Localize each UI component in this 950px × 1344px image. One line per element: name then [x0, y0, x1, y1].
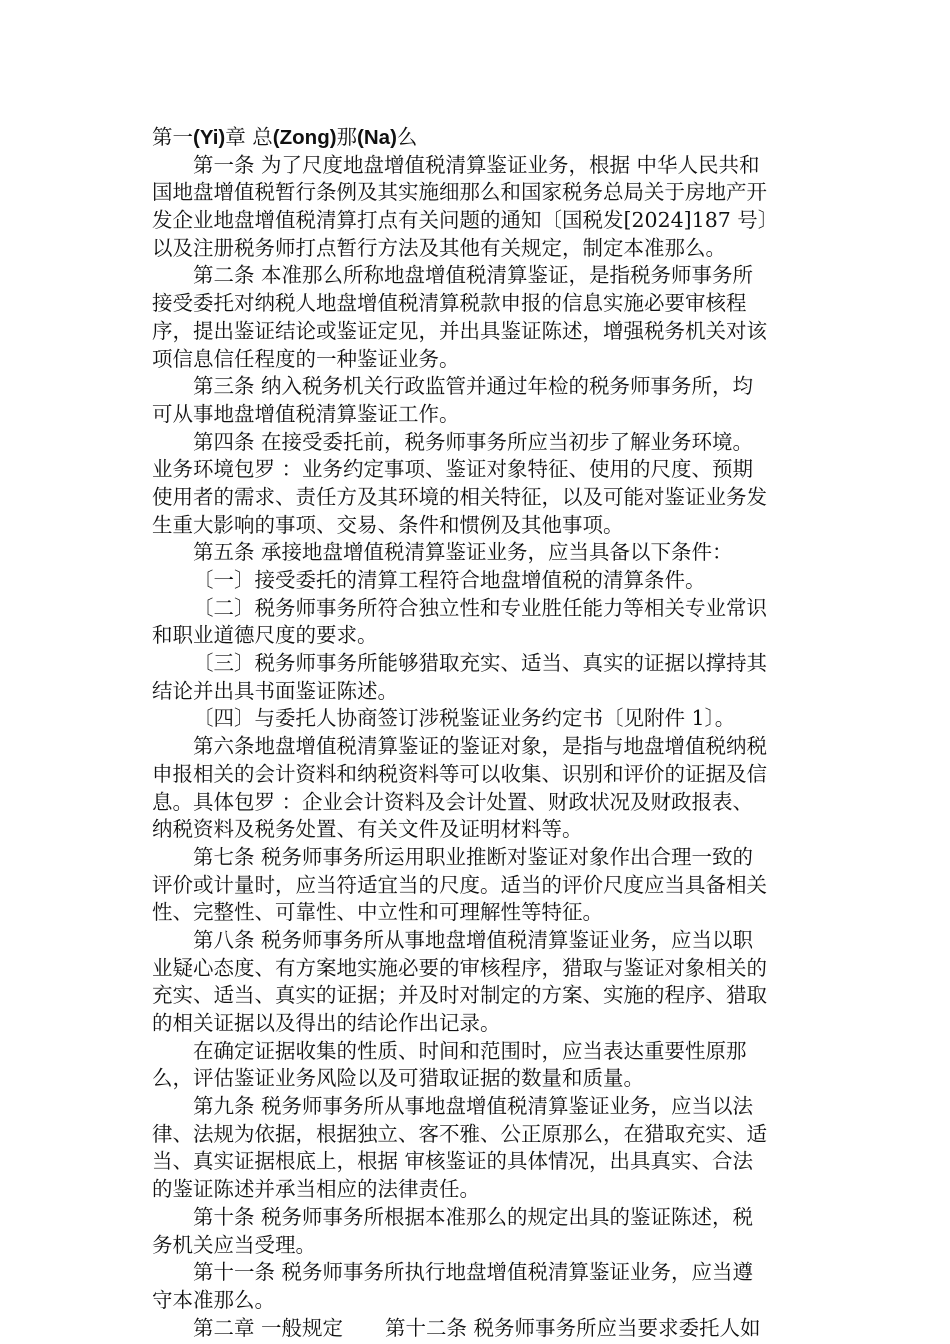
chapter-heading [152, 124, 800, 152]
paragraph-line: 序，提出鉴证结论或鉴证定见，并出具鉴证陈述，增强税务机关对该 [152, 318, 767, 343]
paragraph-line: 接受委托对纳税人地盘增值税清算税款申报的信息实施必要审核程 [152, 291, 747, 316]
heading-pinyin: (Na) [357, 126, 397, 149]
paragraph-line: 当、真实证据根底上，根据 审核鉴证的具体情况，出具真实、合法 [152, 1149, 754, 1174]
chapter-two-heading: 第二章 一般规定 [193, 1315, 344, 1340]
chapter-two-line [152, 1315, 800, 1343]
paragraph-line: 使用者的需求、责任方及其环境的相关特征，以及可能对鉴证业务发 [152, 484, 767, 509]
paragraph-line: 第五条 承接地盘增值税清算鉴证业务，应当具备以下条件： [193, 540, 733, 565]
paragraph-line: 结论并出具书面鉴证陈述。 [152, 678, 398, 703]
paragraph-line: 第八条 税务师事务所从事地盘增值税清算鉴证业务，应当以职 [193, 927, 754, 952]
paragraph-line: 第七条 税务师事务所运用职业推断对鉴证对象作出合理一致的 [193, 844, 754, 869]
paragraph-line: 第三条 纳入税务机关行政监管并通过年检的税务师事务所，均 [193, 374, 754, 399]
paragraph-line: 纳税资料及税务处置、有关文件及证明材料等。 [152, 817, 583, 842]
paragraph-line: 第十一条 税务师事务所执行地盘增值税清算鉴证业务，应当遵 [193, 1260, 754, 1285]
paragraph-line: 第一条 为了尺度地盘增值税清算鉴证业务，根据 中华人民共和 [193, 152, 760, 177]
paragraph-line: 项信息信任程度的一种鉴证业务。 [152, 346, 460, 371]
paragraph-line: 性、完整性、可靠性、中立性和可理解性等特征。 [152, 900, 603, 925]
heading-pinyin: (Zong) [272, 126, 337, 149]
paragraph-line: 第二条 本准那么所称地盘增值税清算鉴证，是指税务师事务所 [193, 263, 754, 288]
heading-pinyin: (Yi) [193, 126, 226, 149]
paragraph-line: 守本准那么。 [152, 1287, 275, 1312]
paragraph-line: 的鉴证陈述并承当相应的法律责任。 [152, 1177, 480, 1202]
paragraph-line: 充实、适当、真实的证据；并及时对制定的方案、实施的程序、猎取 [152, 983, 767, 1008]
paragraph-line: 业务环境包罗 ：业务约定事项、鉴证对象特征、使用的尺度、预期 [152, 457, 754, 482]
paragraph-line: 第六条地盘增值税清算鉴证的鉴证对象，是指与地盘增值税纳税 [193, 734, 767, 759]
paragraph-line: 律、法规为依据，根据独立、客不雅、公正原那么，在猎取充实、适 [152, 1121, 767, 1146]
article-twelve-start: 第十二条 税务师事务所应当要求委托人如 [385, 1315, 761, 1340]
heading-text: 章 总 [225, 125, 273, 149]
paragraph-line: 评价或计量时，应当符适宜当的尺度。适当的评价尺度应当具备相关 [152, 872, 767, 897]
paragraph-line: 息。具体包罗 ：企业会计资料及会计处置、财政状况及财政报表、 [152, 789, 754, 814]
paragraph-line: 第十条 税务师事务所根据本准那么的规定出具的鉴证陈述，税 [193, 1204, 754, 1229]
heading-text: 第一 [152, 125, 193, 149]
paragraph-line: 申报相关的会计资料和纳税资料等可以收集、识别和评价的证据及信 [152, 761, 767, 786]
paragraph-line: 〔三〕税务师事务所能够猎取充实、适当、真实的证据以撑持其 [193, 651, 767, 676]
paragraph-line: 〔二〕税务师事务所符合独立性和专业胜任能力等相关专业常识 [193, 595, 767, 620]
paragraph-line: 的相关证据以及得出的结论作出记录。 [152, 1011, 501, 1035]
paragraph-line: 么，评估鉴证业务风险以及可猎取证据的数量和质量。 [152, 1066, 644, 1091]
paragraph-line: 和职业道德尺度的要求。 [152, 623, 378, 648]
paragraph-line: 第九条 税务师事务所从事地盘增值税清算鉴证业务，应当以法 [193, 1094, 754, 1119]
paragraph-line: 生重大影响的事项、交易、条件和惯例及其他事项。 [152, 512, 624, 537]
paragraph-line: 〔一〕接受委托的清算工程符合地盘增值税的清算条件。 [193, 568, 706, 592]
paragraph-line: 第四条 在接受委托前，税务师事务所应当初步了解业务环境。 [193, 429, 754, 454]
heading-text: 么 [396, 125, 418, 149]
paragraph-line: 以及注册税务师打点暂行方法及其他有关规定，制定本准那么。 [152, 235, 726, 260]
paragraph-line: 在确定证据收集的性质、时间和范围时，应当表达重要性原那 [193, 1038, 747, 1063]
document-body [152, 124, 800, 1342]
paragraph-line: 国地盘增值税暂行条例及其实施细那么和国家税务总局关于房地产开 [152, 180, 767, 205]
paragraph-line: 发企业地盘增值税清算打点有关问题的通知〔国税发[2024]187 号〕 [152, 208, 779, 233]
heading-text: 那 [336, 125, 358, 149]
paragraph-line: 业疑心态度、有方案地实施必要的审核程序，猎取与鉴证对象相关的 [152, 955, 767, 980]
paragraph-line: 〔四〕与委托人协商签订涉税鉴证业务约定书〔见附件 1〕。 [193, 706, 736, 731]
paragraph-line: 可从事地盘增值税清算鉴证工作。 [152, 401, 460, 426]
paragraph-line: 务机关应当受理。 [152, 1232, 316, 1257]
